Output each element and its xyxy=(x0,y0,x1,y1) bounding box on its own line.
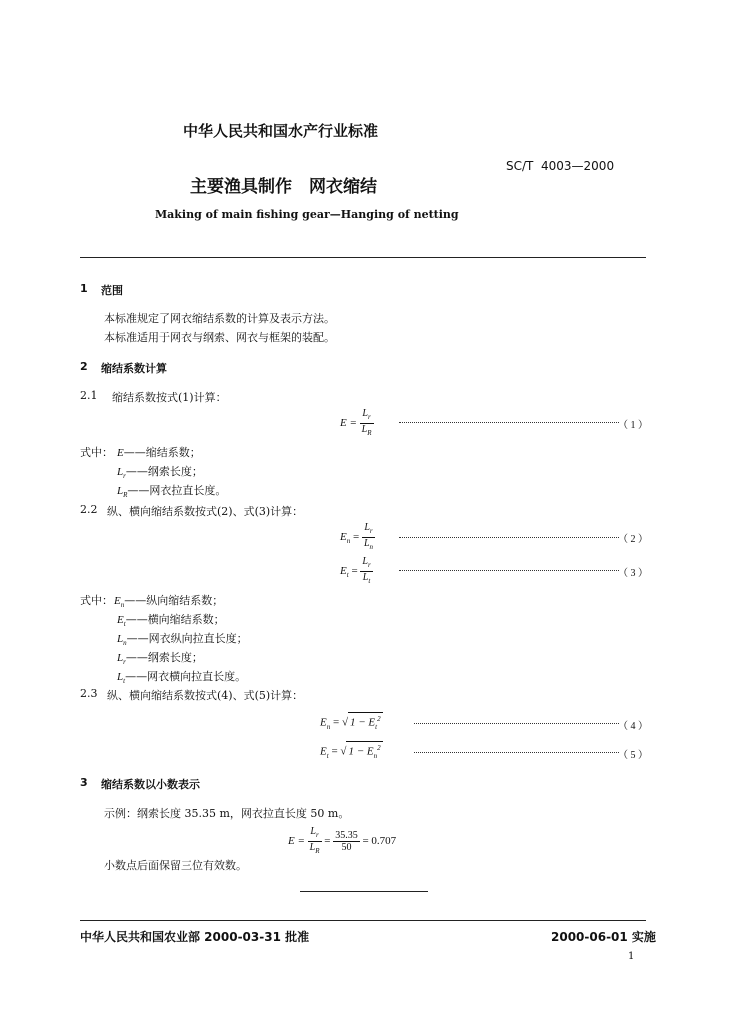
formula-1-tag: （ 1 ） xyxy=(618,420,648,431)
definition-Et: $E_t——$横向缩结系数； xyxy=(117,613,225,629)
section-3-title: 缩结系数以小数表示 xyxy=(101,778,200,791)
where-label-2: 式中： xyxy=(80,594,113,607)
effective-date: 2000-06-01 实施 xyxy=(551,930,656,944)
formula-example: E = $\frac{L_r}{L_R}$ = $\frac{35.35}{50}$ = 0.707 xyxy=(288,826,397,855)
definition-Lr-2: $L_r——$纲索长度； xyxy=(117,651,203,667)
section-3-example: 示例：纲索长度 35.35 m，网衣拉直长度 50 m。 xyxy=(104,807,350,820)
clause-2-1-text: 缩结系数按式(1)计算： xyxy=(112,391,227,404)
standard-title-en: Making of main fishing gear—Hanging of netting xyxy=(155,208,459,221)
footer-rule xyxy=(80,920,646,921)
formula-2: $E_n$ = $\frac{L_r}{L_n}$ xyxy=(340,522,374,551)
formula-1 xyxy=(340,408,374,439)
definition-Lt: $L_t——$网衣横向拉直长度。 xyxy=(117,670,247,686)
definition-LR: $L_R——$网衣拉直长度。 xyxy=(117,484,227,500)
section-3-note: 小数点后面保留三位有效数。 xyxy=(104,859,247,872)
formula-3-tag: （ 3 ） xyxy=(618,568,648,579)
section-1-number: 1 xyxy=(80,282,88,295)
formula-2-tag: （ 2 ） xyxy=(618,534,648,545)
approval-line: 中华人民共和国农业部 2000-03-31 批准 xyxy=(80,930,310,944)
definition-En: $E_n——$纵向缩结系数； xyxy=(114,594,224,610)
definition-Ln: $L_n——$网衣纵向拉直长度； xyxy=(117,632,248,648)
section-1-title: 范围 xyxy=(101,284,123,297)
section-2-title: 缩结系数计算 xyxy=(101,362,167,375)
header-rule xyxy=(80,257,646,258)
clause-2-3-number: 2.3 xyxy=(80,687,98,700)
section-3-number: 3 xyxy=(80,776,88,789)
clause-2-1-number: 2.1 xyxy=(80,389,98,402)
formula-3: $E_t$ = $\frac{L_r}{L_t}$ xyxy=(340,556,371,585)
formula-4-tag: （ 4 ） xyxy=(618,721,648,732)
section-2-number: 2 xyxy=(80,360,88,373)
formula-3-leader xyxy=(399,570,619,571)
where-label-1: 式中： xyxy=(80,446,113,459)
formula-1-leader xyxy=(399,422,619,423)
formula-4: $E_n$ = √ $1 - E_t^2$ xyxy=(320,712,383,733)
section-1-paragraph-1: 本标准规定了网衣缩结系数的计算及表示方法。 xyxy=(104,312,335,325)
formula-4-leader xyxy=(414,723,619,724)
standard-code: SC/T 4003—2000 xyxy=(506,159,615,173)
end-rule xyxy=(300,891,428,892)
clause-2-2-number: 2.2 xyxy=(80,503,98,516)
issuing-organization: 中华人民共和国水产行业标准 xyxy=(183,122,379,140)
formula-2-leader xyxy=(399,537,619,538)
clause-2-3-text: 纵、横向缩结系数按式(4)、式(5)计算： xyxy=(107,689,304,702)
section-1-paragraph-2: 本标准适用于网衣与纲索、网衣与框架的装配。 xyxy=(104,331,335,344)
formula-1-fraction: $\frac{L_r}{L_R}$ xyxy=(361,408,372,437)
definition-Lr: $L_r——$纲索长度； xyxy=(117,465,203,481)
formula-1-lhs: E = xyxy=(340,417,357,430)
page-number: 1 xyxy=(628,951,635,962)
clause-2-2-text: 纵、横向缩结系数按式(2)、式(3)计算： xyxy=(107,505,304,518)
standard-title-cn: 主要渔具制作 网衣缩结 xyxy=(190,177,377,197)
formula-5: $E_t$ = √ $1 - E_n^2$ xyxy=(320,741,383,762)
formula-5-leader xyxy=(414,752,619,753)
formula-5-tag: （ 5 ） xyxy=(618,750,648,761)
definition-E: E——缩结系数； xyxy=(117,446,201,459)
